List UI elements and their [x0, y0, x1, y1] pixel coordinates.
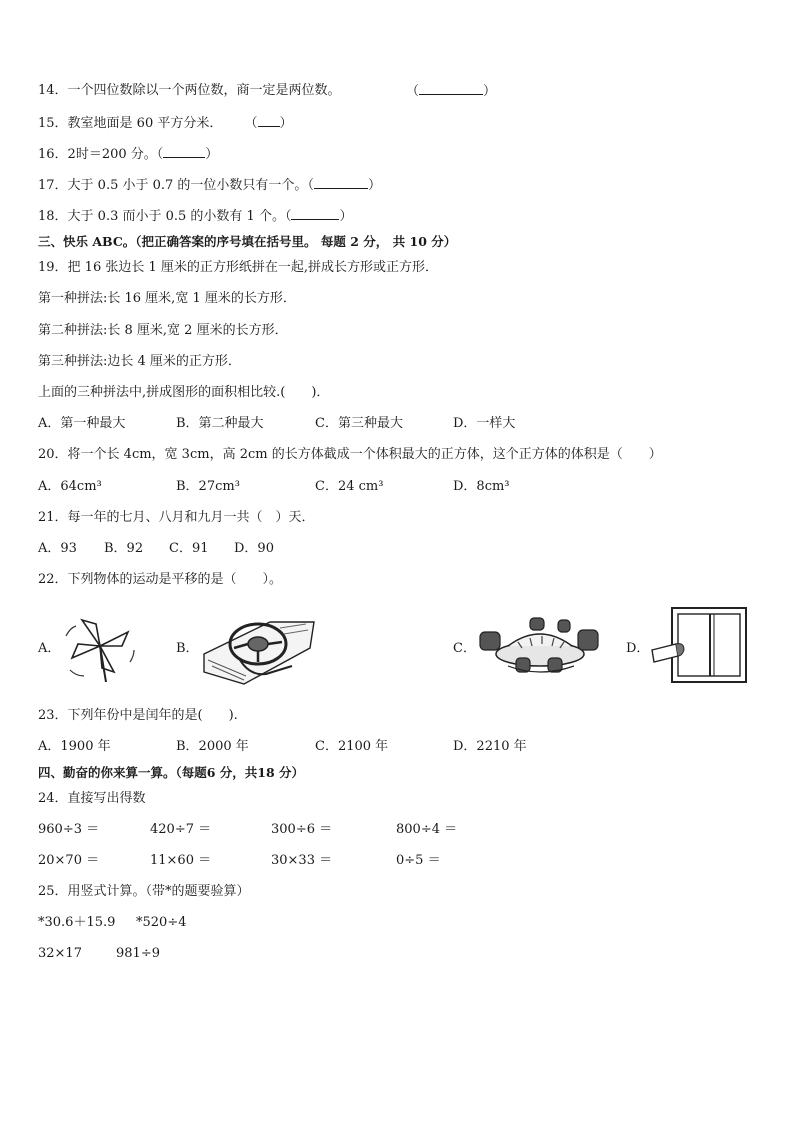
q24-item[interactable]: 420÷7 ＝ [150, 822, 212, 837]
q24-stem: 24．直接写出得数 [38, 791, 146, 806]
bracket-close: ） [483, 84, 497, 99]
q25-item[interactable]: 32×17 [38, 946, 82, 961]
bracket-open: （ [156, 147, 164, 162]
q19-ask: 上面的三种拼法中,拼成图形的面积相比较.( )． [38, 385, 330, 400]
steering-wheel-icon[interactable] [200, 614, 316, 686]
q21-option-a[interactable]: A．93 [38, 541, 77, 556]
q20-option-a[interactable]: A．64cm³ [38, 479, 102, 494]
bracket-open: （ [244, 116, 258, 131]
section-3-heading: 三、快乐 ABC。（把正确答案的序号填在括号里。 每题 2 分， 共 10 分） [38, 234, 457, 249]
bracket-close: ） [205, 147, 219, 162]
question-16 [38, 145, 218, 164]
question-14 [38, 82, 497, 100]
q16-answer-bracket[interactable] [157, 147, 219, 162]
q23-option-d[interactable]: D．2210 年 [453, 739, 527, 754]
q19-way-1: 第一种拼法:长 16 厘米,宽 1 厘米的长方形． [38, 291, 296, 306]
q22-label-d[interactable]: D． [626, 641, 650, 656]
q18-text: 大于 0.3 而小于 0.5 的小数有 1 个。 [67, 209, 285, 224]
answer-blank[interactable] [163, 145, 205, 158]
q17-answer-bracket[interactable] [307, 178, 381, 193]
q24-item[interactable]: 960÷3 ＝ [38, 822, 100, 837]
q22-stem: 22．下列物体的运动是平移的是（ ）。 [38, 572, 283, 587]
question-15 [38, 114, 293, 133]
q17-text: 大于 0.5 小于 0.7 的一位小数只有一个。 [67, 178, 308, 193]
pinwheel-icon[interactable] [62, 610, 140, 682]
q20-option-b[interactable]: B．27cm³ [176, 479, 240, 494]
q25-stem: 25．用竖式计算。（带*的题要验算） [38, 884, 250, 899]
q21-option-b[interactable]: B．92 [104, 541, 144, 556]
q20-stem: 20．将一个长 4cm，宽 3cm，高 2cm 的长方体截成一个体积最大的正方体，这个正方体的体积是（ ） [38, 447, 662, 462]
answer-blank[interactable] [291, 207, 339, 220]
q19-option-a[interactable]: A．第一种最大 [38, 416, 126, 431]
q24-item[interactable]: 300÷6 ＝ [271, 822, 333, 837]
q24-item[interactable]: 800÷4 ＝ [396, 822, 458, 837]
q19-option-d[interactable]: D．一样大 [453, 416, 516, 431]
q23-option-a[interactable]: A．1900 年 [38, 739, 111, 754]
q19-option-b[interactable]: B．第二种最大 [176, 416, 264, 431]
q15-number: 15． [38, 116, 68, 131]
q25-item[interactable]: 981÷9 [116, 946, 160, 961]
section-4-heading: 四、勤奋的你来算一算。（每题6 分，共18 分） [38, 765, 305, 780]
question-18 [38, 207, 353, 226]
q21-option-d[interactable]: D．90 [234, 541, 274, 556]
q24-item[interactable]: 0÷5 ＝ [396, 853, 441, 868]
q25-item[interactable]: *30.6＋15.9 [38, 915, 116, 930]
answer-blank[interactable] [419, 82, 483, 95]
q16-text: 2时＝200 分。 [67, 147, 157, 162]
q15-answer-bracket[interactable] [245, 116, 293, 131]
q22-label-b[interactable]: B． [176, 641, 199, 656]
q23-stem: 23．下列年份中是闰年的是( ). [38, 708, 238, 723]
q21-stem: 21．每一年的七月、八月和九月一共（ ）天． [38, 510, 315, 525]
q18-number: 18． [38, 209, 68, 224]
sliding-window-icon[interactable] [648, 604, 752, 684]
q25-item[interactable]: *520÷4 [136, 915, 187, 930]
q19-way-3: 第三种拼法:边长 4 厘米的正方形． [38, 354, 241, 369]
q20-option-c[interactable]: C．24 cm³ [315, 479, 384, 494]
q19-stem: 19．把 16 张边长 1 厘米的正方形纸拼在一起,拼成长方形或正方形． [38, 260, 439, 275]
q22-label-a[interactable]: A． [38, 641, 61, 656]
bracket-close: ） [367, 178, 381, 193]
q16-number: 16． [38, 147, 68, 162]
q20-option-d[interactable]: D．8cm³ [453, 479, 510, 494]
q24-item[interactable]: 30×33 ＝ [271, 853, 333, 868]
q22-label-c[interactable]: C． [453, 641, 476, 656]
answer-blank[interactable] [258, 114, 280, 127]
bracket-open: （ [284, 209, 292, 224]
q15-text: 教室地面是 60 平方分米． [67, 116, 223, 131]
q24-item[interactable]: 20×70 ＝ [38, 853, 100, 868]
bracket-open: （ [307, 178, 314, 193]
q23-option-c[interactable]: C．2100 年 [315, 739, 389, 754]
question-17 [38, 176, 381, 195]
q14-answer-bracket[interactable] [406, 82, 496, 101]
answer-blank[interactable] [314, 176, 368, 189]
bracket-close: ） [279, 116, 293, 131]
q17-number: 17． [38, 178, 68, 193]
q19-way-2: 第二种拼法:长 8 厘米,宽 2 厘米的长方形． [38, 323, 288, 338]
q18-answer-bracket[interactable] [285, 209, 353, 224]
carousel-icon[interactable] [478, 612, 600, 680]
bracket-open: （ [406, 84, 420, 99]
bracket-close: ） [339, 209, 353, 224]
q14-number: 14． [38, 83, 68, 98]
q23-option-b[interactable]: B．2000 年 [176, 739, 249, 754]
q21-option-c[interactable]: C．91 [169, 541, 209, 556]
q24-item[interactable]: 11×60 ＝ [150, 853, 212, 868]
q19-option-c[interactable]: C．第三种最大 [315, 416, 403, 431]
q14-text: 一个四位数除以一个两位数，商一定是两位数。 [67, 83, 341, 98]
